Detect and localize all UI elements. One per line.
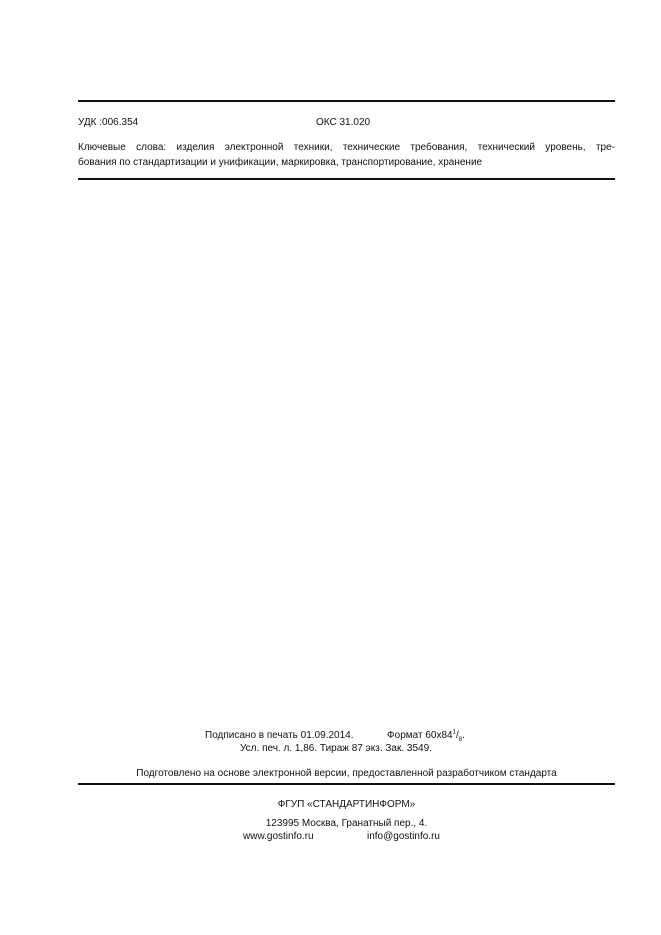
keywords-line-1: Ключевые слова: изделия электронной техники, технические требования, технический уровень, тре- [78,142,615,153]
publisher-address: 123995 Москва, Гранатный пер., 4. [265,818,428,829]
publisher-email[interactable]: info@gostinfo.ru [367,831,440,842]
paper-format: Формат $60x84^1/_8$. [387,729,465,743]
oks-code: ОКС 31.020 [316,117,371,128]
prepared-note: Подготовлено на основе электронной версии, предоставленной разработчиком стандарта [136,768,557,779]
udk-code: УДК :006.354 [78,117,139,128]
signed-date: Подписано в печать 01.09.2014. [205,730,354,741]
publisher-name: ФГУП «СТАНДАРТИНФОРМ» [277,799,416,810]
imprint-line-1 [205,730,465,742]
top-rule [78,100,615,102]
footer-rule [78,783,615,785]
imprint-line-2: Усл. печ. л. 1,86. Тираж 87 экз. Зак. 3549. [240,743,432,754]
keywords [78,140,615,170]
keywords-line-2: бования по стандартизации и унификации, маркировка, транспортирование, хранение [78,157,483,168]
header-bottom-rule [78,178,615,180]
publisher-website[interactable]: www.gostinfo.ru [243,831,314,842]
